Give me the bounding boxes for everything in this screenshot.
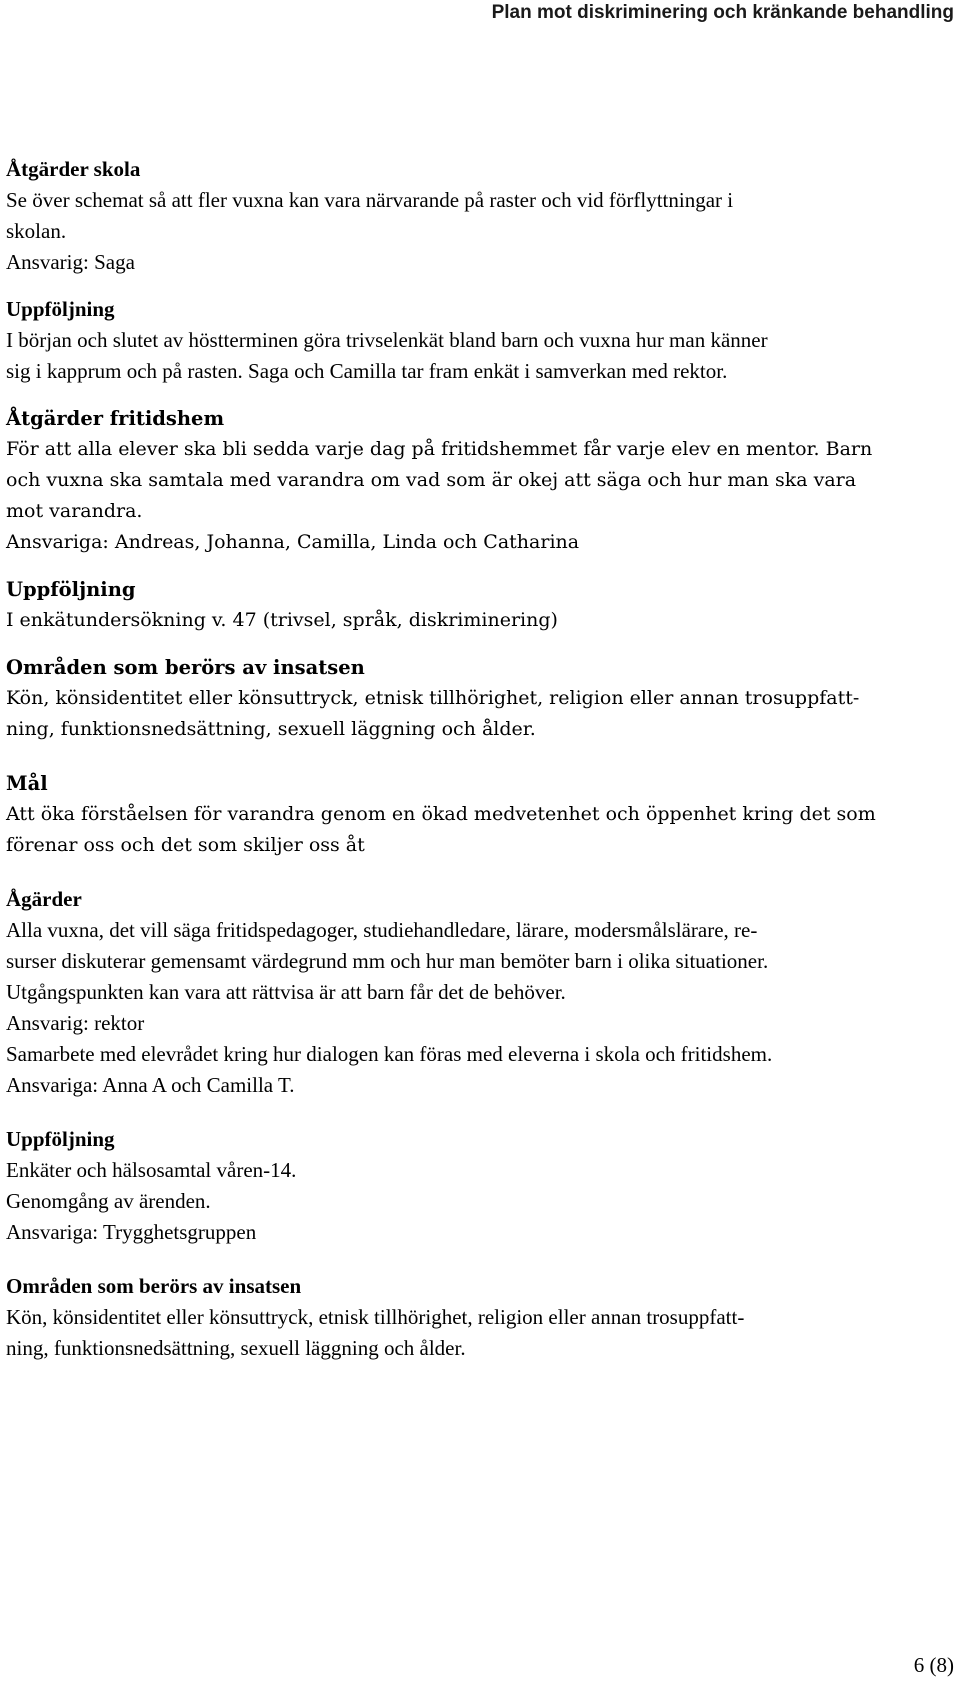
section-omraden-1 <box>6 652 954 745</box>
section-heading: Områden som berörs av insatsen <box>6 1274 302 1298</box>
body-line: För att alla elever ska bli sedda varje dag på fritidshemmet får varje elev en mentor. Barn <box>6 438 873 460</box>
section-uppfoljning-2 <box>6 1124 954 1248</box>
section-heading: Uppföljning <box>6 297 115 321</box>
body-line: I enkätundersökning v. 47 (trivsel, språk, diskriminering) <box>6 609 558 631</box>
running-header-title: Plan mot diskriminering och kränkande behandling <box>491 2 954 23</box>
section-heading: Åtgärder fritidshem <box>6 407 225 430</box>
page-number: 6 (8) <box>913 1653 954 1677</box>
section-heading: Uppföljning <box>6 1127 115 1151</box>
body-line: Utgångspunkten kan vara att rättvisa är att barn får det de behöver. <box>6 980 566 1004</box>
body-line: mot varandra. <box>6 500 143 522</box>
body-line: skolan. <box>6 219 67 243</box>
section-heading: Uppföljning <box>6 578 136 601</box>
body-line: ning, funktionsnedsättning, sexuell läggning och ålder. <box>6 718 536 740</box>
section-atgarder-skola <box>6 154 954 278</box>
section-heading: Ågärder <box>6 887 82 911</box>
body-line: Kön, könsidentitet eller könsuttryck, etnisk tillhörighet, religion eller annan trosuppfatt- <box>6 687 860 709</box>
body-line: förenar oss och det som skiljer oss åt <box>6 834 365 856</box>
body-line: sig i kapprum och på rasten. Saga och Camilla tar fram enkät i samverkan med rektor. <box>6 359 728 383</box>
body-line: surser diskuterar gemensamt värdegrund mm och hur man bemöter barn i olika situationer. <box>6 949 769 973</box>
body-line: Ansvariga: Anna A och Camilla T. <box>6 1073 295 1097</box>
body-line: Ansvarig: rektor <box>6 1011 145 1035</box>
body-line: Se över schemat så att fler vuxna kan vara närvarande på raster och vid förflyttningar i <box>6 188 734 212</box>
body-line: Kön, könsidentitet eller könsuttryck, etnisk tillhörighet, religion eller annan trosuppfatt- <box>6 1305 745 1329</box>
section-atgarder-fritidshem <box>6 403 954 558</box>
section-mal <box>6 768 954 861</box>
body-line: I början och slutet av höstterminen göra trivselenkät bland barn och vuxna hur man känner <box>6 328 768 352</box>
body-line: Att öka förståelsen för varandra genom en ökad medvetenhet och öppenhet kring det som <box>6 803 876 825</box>
body-line: och vuxna ska samtala med varandra om vad som är okej att säga och hur man ska vara <box>6 469 857 491</box>
section-uppfoljning-skola <box>6 294 954 387</box>
section-heading: Mål <box>6 772 48 795</box>
section-heading: Åtgärder skola <box>6 157 141 181</box>
section-omraden-2 <box>6 1271 954 1364</box>
section-agarder <box>6 884 954 1101</box>
body-line: Ansvarig: Saga <box>6 250 135 274</box>
body-line: Enkäter och hälsosamtal våren-14. <box>6 1158 297 1182</box>
body-line: ning, funktionsnedsättning, sexuell läggning och ålder. <box>6 1336 466 1360</box>
document-body <box>6 154 954 1364</box>
section-heading: Områden som berörs av insatsen <box>6 656 365 679</box>
body-line: Alla vuxna, det vill säga fritidspedagoger, studiehandledare, lärare, modersmålslärare, re- <box>6 918 758 942</box>
section-uppfoljning-fritidshem <box>6 574 954 636</box>
body-line: Samarbete med elevrådet kring hur dialogen kan föras med eleverna i skola och fritidshem. <box>6 1042 773 1066</box>
body-line: Genomgång av ärenden. <box>6 1189 211 1213</box>
body-line: Ansvariga: Andreas, Johanna, Camilla, Linda och Catharina <box>6 531 580 553</box>
body-line: Ansvariga: Trygghetsgruppen <box>6 1220 257 1244</box>
fritidshem-block <box>6 403 954 861</box>
